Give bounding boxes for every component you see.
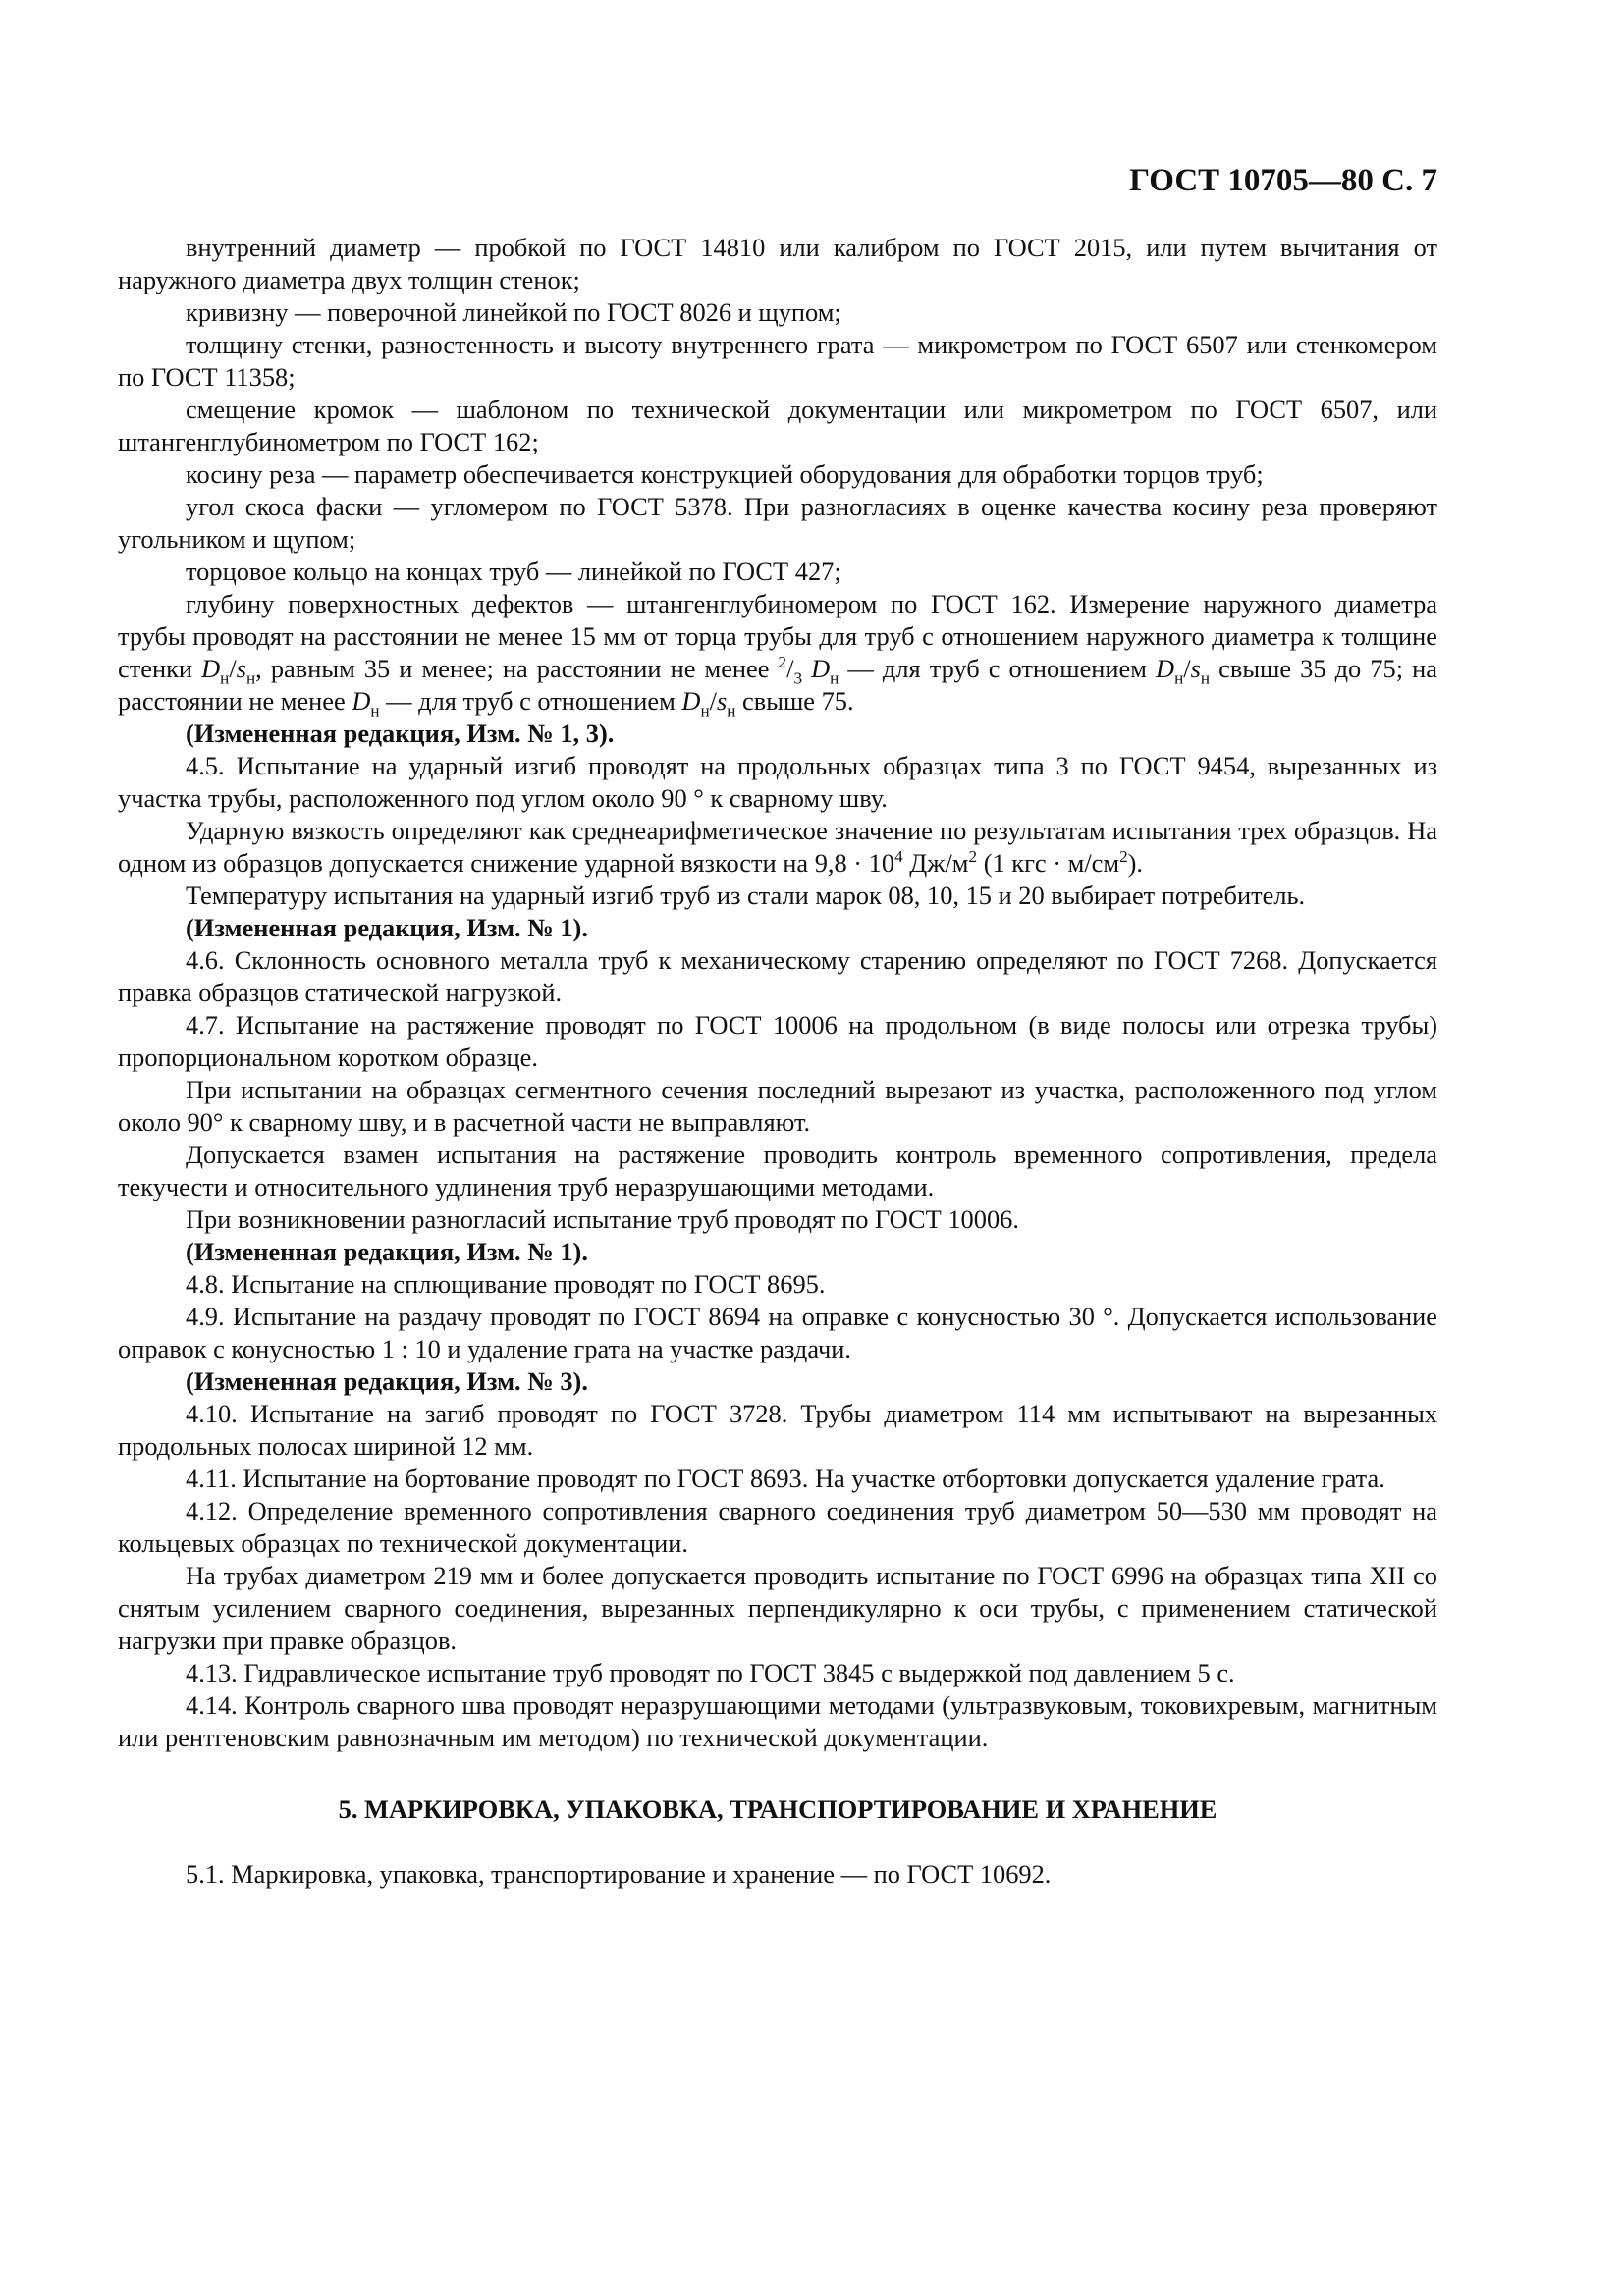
amendment-note: (Измененная редакция, Изм. № 3). (186, 1366, 588, 1396)
paragraph: 4.14. Контроль сварного шва проводят неразрушающими методами (ультразвуковым, токовихревым, магнитным или рентгеновским равнозначным им методом) по технической документации. (118, 1690, 1437, 1752)
paragraph-surface-defects: глубину поверхностных дефектов — штангенглубиномером по ГОСТ 162. Измерение наружного диаметра трубы проводят на расстоянии не менее 15 мм от торца трубы для труб с отношением наружного диаметра к толщине стенки $D_н/s_н$, равным 35 и менее; на расстоянии не менее $^2/_3$ $D_н$ — для труб с отношением $D_н/s_н$ свыше 35 до 75; на расстоянии не менее $D_н$ — для труб с отношением $D_н/s_н$ свыше 75. (118, 589, 1437, 721)
amendment-note: (Измененная редакция, Изм. № 1). (186, 913, 588, 942)
paragraph: торцовое кольцо на концах труб — линейкой по ГОСТ 427; (186, 557, 841, 586)
paragraph: 4.10. Испытание на загиб проводят по ГОСТ 3728. Трубы диаметром 114 мм испытывают на вырезанных продольных полосах шириной 12 мм. (118, 1399, 1437, 1461)
paragraph: кривизну — поверочной линейкой по ГОСТ 8026 и щупом; (186, 297, 841, 327)
paragraph: При испытании на образцах сегментного сечения последний вырезают из участка, расположенного под углом около 90° к сварному шву, и в расчетной части не выправляют. (118, 1075, 1437, 1137)
paragraph: Температуру испытания на ударный изгиб труб из стали марок 08, 10, 15 и 20 выбирает потребитель. (186, 881, 1306, 910)
paragraph: 4.9. Испытание на раздачу проводят по ГОСТ 8694 на оправке с конусностью 30 °. Допускается использование оправок с конусностью 1 : 10 и удаление грата на участке раздачи. (118, 1302, 1437, 1363)
paragraph: 4.8. Испытание на сплющивание проводят по ГОСТ 8695. (186, 1269, 826, 1299)
paragraph: косину реза — параметр обеспечивается конструкцией оборудования для обработки торцов труб; (186, 459, 1264, 489)
paragraph: 4.7. Испытание на растяжение проводят по ГОСТ 10006 на продольном (в виде полосы или отрезка трубы) пропорциональном коротком образце. (118, 1010, 1437, 1072)
paragraph: толщину стенки, разностенность и высоту внутреннего грата — микрометром по ГОСТ 6507 или стенкомером по ГОСТ 11358; (118, 330, 1437, 392)
page-header: ГОСТ 10705—80 С. 7 (1129, 163, 1437, 198)
paragraph: внутренний диаметр — пробкой по ГОСТ 14810 или калибром по ГОСТ 2015, или путем вычитания от наружного диаметра двух толщин стенок; (118, 233, 1437, 294)
paragraph: 5.1. Маркировка, упаковка, транспортирование и хранение — по ГОСТ 10692. (186, 1859, 1052, 1889)
paragraph: Допускается взамен испытания на растяжение проводить контроль временного сопротивления, предела текучести и относительного удлинения труб неразрушающими методами. (118, 1140, 1437, 1201)
paragraph: На трубах диаметром 219 мм и более допускается проводить испытание по ГОСТ 6996 на образцах типа XII со снятым усилением сварного соединения, вырезанных перпендикулярно к оси трубы, с применением статической нагрузки при правке образцов. (118, 1561, 1437, 1655)
paragraph: 4.13. Гидравлическое испытание труб проводят по ГОСТ 3845 с выдержкой под давлением 5 с. (186, 1658, 1235, 1687)
paragraph: 4.6. Склонность основного металла труб к механическому старению определяют по ГОСТ 7268. Допускается правка образцов статической нагрузкой. (118, 945, 1437, 1007)
paragraph: угол скоса фаски — угломером по ГОСТ 5378. При разногласиях в оценке качества косину реза проверяют угольником и щупом; (118, 492, 1437, 554)
paragraph: смещение кромок — шаблоном по технической документации или микрометром по ГОСТ 6507, или штангенглубинометром по ГОСТ 162; (118, 395, 1437, 456)
paragraph: 4.5. Испытание на ударный изгиб проводят на продольных образцах типа 3 по ГОСТ 9454, вырезанных из участка трубы, расположенного под углом около 90 ° к сварному шву. (118, 751, 1437, 813)
document-body (118, 232, 1437, 1891)
paragraph: При возникновении разногласий испытание труб проводят по ГОСТ 10006. (186, 1204, 1019, 1234)
section-title: 5. МАРКИРОВКА, УПАКОВКА, ТРАНСПОРТИРОВАНИЕ И ХРАНЕНИЕ (338, 1794, 1217, 1824)
paragraph: 4.11. Испытание на бортование проводят по ГОСТ 8693. На участке отбортовки допускается удаление грата. (186, 1464, 1385, 1493)
amendment-note: (Измененная редакция, Изм. № 1, 3). (186, 719, 615, 748)
paragraph-impact-strength: Ударную вязкость определяют как среднеарифметическое значение по результатам испытания трех образцов. На одном из образцов допускается снижение ударной вязкости на $9,8 \cdot 10^4$ $Дж/м^2$ (1 кгс · $м/см^2$). (118, 816, 1437, 878)
amendment-note: (Измененная редакция, Изм. № 1). (186, 1237, 588, 1266)
paragraph: 4.12. Определение временного сопротивления сварного соединения труб диаметром 50—530 мм проводят на кольцевых образцах по технической документации. (118, 1496, 1437, 1558)
